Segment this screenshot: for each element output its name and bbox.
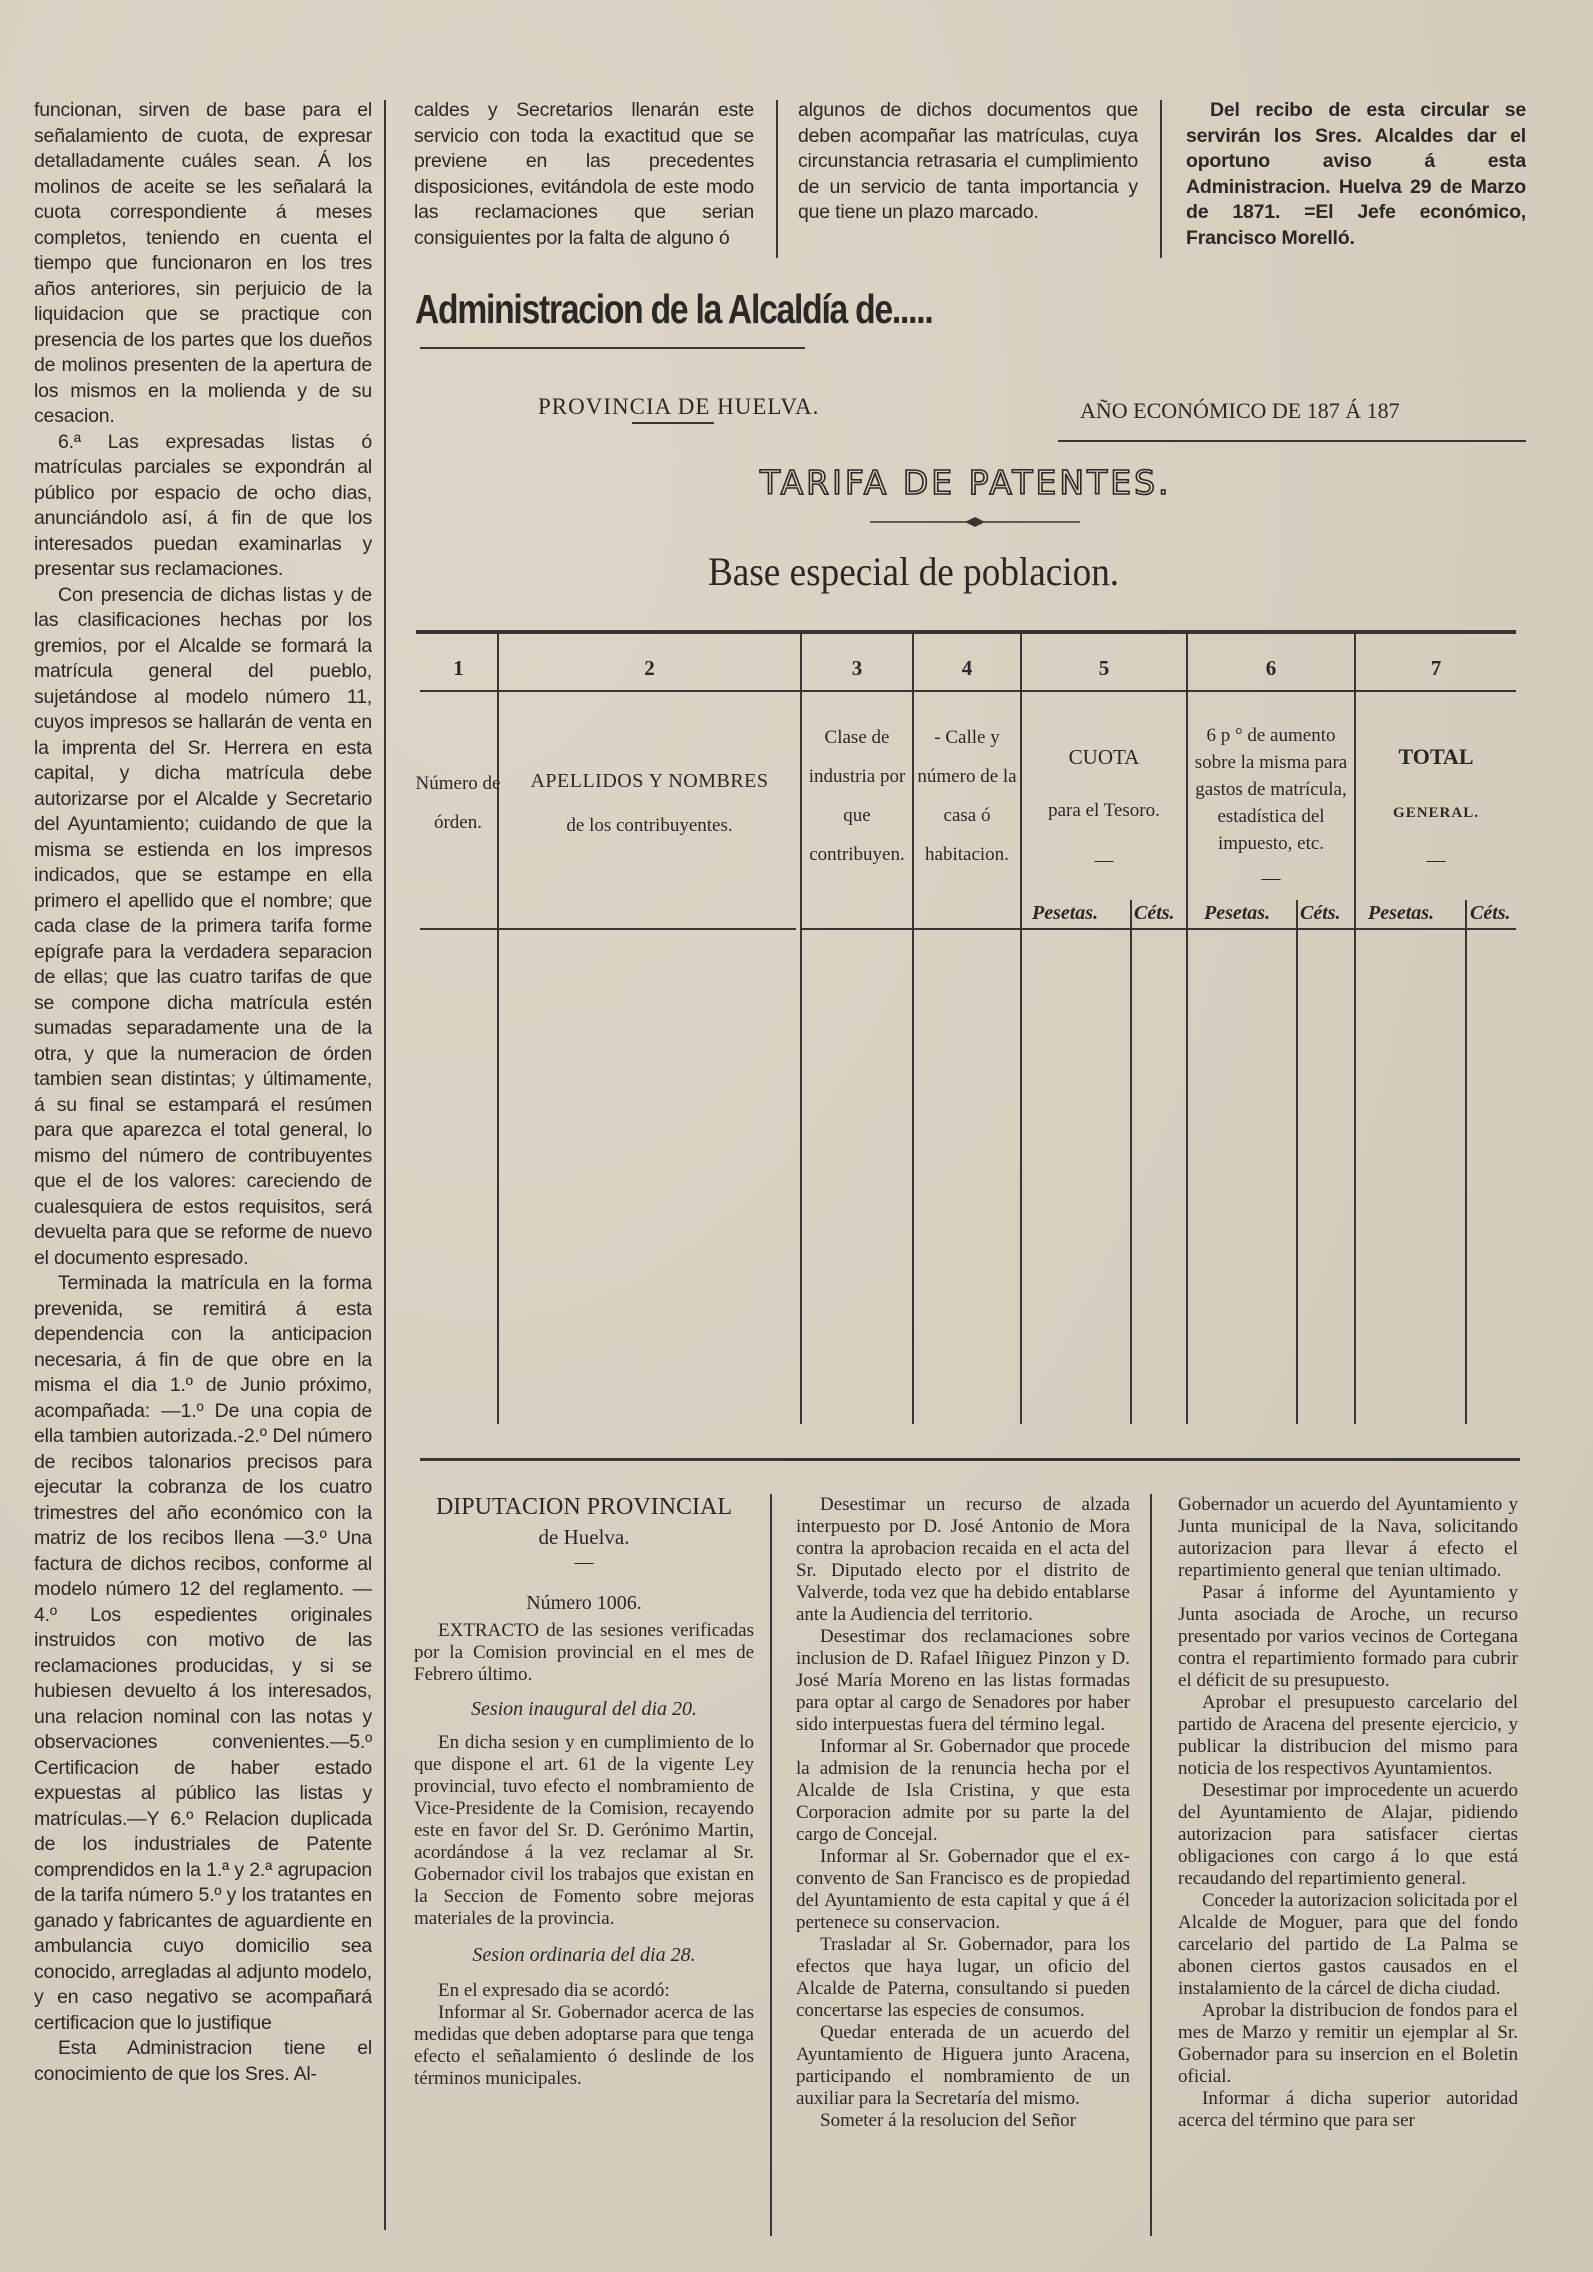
title-underline xyxy=(420,347,805,349)
paragraph: Desestimar por improcedente un acuerdo del Ayuntamiento de Alajar, pidiendo autorizacion para satisfacer ciertas obligaciones con cargo á lo que está recaudando del repartimiento general. xyxy=(1178,1780,1518,1889)
fiscal-year-label: AÑO ECONÓMICO DE 187 Á 187 xyxy=(1080,398,1400,423)
bottom-col-1 xyxy=(414,1492,754,2232)
col-number: 6 xyxy=(1265,656,1277,680)
paragraph: 6.ª Las expresadas listas ó matrículas parciales se expondrán al público por espacio de ocho dias, anunciándolo así, á fin de que los interesados puedan examinarlas y presentar sus reclamaciones. xyxy=(34,430,372,580)
header-calle: - Calle y número de la casa ó habitacion. xyxy=(917,727,1017,865)
paragraph: Terminada la matrícula en la forma prevenida, se remitirá á esta dependencia con la anticipacion necesaria, á fin de que obre en la misma el dia 1.º de Junio próximo, acompañada: —1.º De una copia de ella tambien autorizada.-2.º Del número de recibos talonarios precisos para ejecutar la cobranza de los cuatro trimestres del año económico con la matriz de los recibos llena —3.º Una factura de dichos recibos, conforme al modelo número 12 del reglamento. —4.º Los espedientes originales instruidos con motivo de las reclamaciones producidas, y si se hubiesen devuelto á los interesados, una relacion nominal con las notas y observaciones convenientes.—5.º Certificacion de haber estado expuestas al público las listas y matrículas.—Y 6.º Relacion duplicada de los industriales de Patente comprendidos en la 1.ª y 2.ª agrupacion de la tarifa número 5.º y los tratantes en ganado y fabricantes de aguardiente en ambulancia cuyo domicilio sea conocido, arregladas al adjunto modelo, y en caso negativo se acompañará certificacion que lo justifique xyxy=(34,1272,372,2034)
header-bottom-rule xyxy=(802,928,912,930)
paragraph: En dicha sesion y en cumplimiento de lo que dispone el art. 61 de la vigente Ley provincial, tuvo efecto el nombramiento de Vice-Presidente de la Comision, recayendo este en favor del Sr. D. Gerónimo Martin, acordándose á la vez reclamar al Sr. Gobernador civil los trabajos que existan en la Seccion de Fomento sobre mejoras materiales de la provincia. xyxy=(414,1732,754,1929)
paragraph: Esta Administracion tiene el conocimiento de que los Sres. Al- xyxy=(34,2037,372,2085)
session-ordinaria: Sesion ordinaria del dia 28. xyxy=(472,1944,696,1966)
document-number: Número 1006. xyxy=(526,1592,642,1614)
col-number: 1 xyxy=(453,656,464,680)
column-divider xyxy=(776,100,778,258)
number-row-rule xyxy=(499,690,800,692)
column-top-3 xyxy=(798,98,1138,268)
number-row-rule xyxy=(420,690,497,692)
column-divider xyxy=(770,1494,772,2236)
header-apellidos: APELLIDOS Y NOMBRES xyxy=(530,770,769,792)
header-general: GENERAL. xyxy=(1393,805,1479,821)
table-col-rule xyxy=(1296,900,1298,1424)
header-dash: — xyxy=(1426,850,1446,871)
header-tesoro: para el Tesoro. xyxy=(1048,800,1160,821)
paragraph: Con presencia de dichas listas y de las clasificaciones hechas por los gremios, por el Alcalde se formará la matrícula general del pueblo, sujetándose al modelo número 11, cuyos impresos se hallarán de venta en la imprenta del Sr. Herrera en esta capital, y dicha matrícula debe autorizarse por el Alcalde y Secretario del Ayuntamiento; cuidando de que la misma se estienda en los impresos indicados, que se estampe en ella primero el apellido que el nombre; que cada clase de la primera tarifa forme epígrafe para la verdadera separacion de ellas; que las cuatro tarifas de que se compone dicha matrícula estén sumadas separadamente una de la otra, y que la numeracion de órden tambien sean distintas; y últimamente, á su final se estampará el resúmen para que aparezca el total general, lo mismo del número de contribuyentes que el de los valores: careciendo de cualesquiera de estos requisitos, será devuelta para que se reforme de nuevo el documento espresado. xyxy=(34,583,372,1269)
paragraph: caldes y Secretarios llenarán este servicio con toda la exactitud que se previene en las precedentes disposiciones, evitándola de este modo las reclamaciones que serian consiguientes por la falta de alguno ó xyxy=(414,99,754,249)
unit-pesetas: Pesetas. xyxy=(1032,902,1099,924)
header-bottom-rule xyxy=(1022,928,1516,930)
header-aumento: 6 p ° de aumento sobre la misma para gastos de matrícula, estadística del impuesto, etc. xyxy=(1194,725,1348,854)
number-row-rule xyxy=(1356,690,1516,692)
column-divider xyxy=(1160,100,1162,258)
unit-pesetas: Pesetas. xyxy=(1204,902,1271,924)
fiscal-year-rule xyxy=(1058,440,1526,442)
column-top-4 xyxy=(1186,98,1526,268)
header-cuota: CUOTA xyxy=(1068,745,1140,769)
col-number: 5 xyxy=(1098,656,1110,680)
extract-paragraph: EXTRACTO de las sesiones verificadas por la Comision provincial en el mes de Febrero último. xyxy=(414,1620,754,1685)
bottom-col-2 xyxy=(796,1494,1130,2234)
number-row-rule xyxy=(914,690,1020,692)
number-row-rule xyxy=(1188,690,1354,692)
paragraph: Gobernador un acuerdo del Ayuntamiento y Junta municipal de la Nava, solicitando autorizacion para llevar á efecto el repartimiento general que tenian ultimado. xyxy=(1178,1494,1518,1581)
number-row-rule xyxy=(802,690,912,692)
col-number: 3 xyxy=(851,656,863,680)
paragraph: Desestimar un recurso de alzada interpuesto por D. José Antonio de Mora contra la aprobacion recaida en el acta del Sr. Diputado electo por el distrito de Valverde, toda vez que ha debido entablarse ante la Audiencia del territorio. xyxy=(796,1494,1130,1625)
paragraph: Informar al Sr. Gobernador acerca de las medidas que deben adoptarse para que tenga efecto el señalamiento ó deslinde de los términos municipales. xyxy=(414,2002,754,2089)
bottom-col-3 xyxy=(1178,1494,1518,2234)
unit-cents: Céts. xyxy=(1134,902,1175,924)
province-label: PROVINCIA DE HUELVA. xyxy=(538,394,820,419)
paragraph: Aprobar la distribucion de fondos para el mes de Marzo y remitir un ejemplar al Sr. Gobernador para su insercion en el Boletin oficial. xyxy=(1178,2000,1518,2087)
form-title: Administracion de la Alcaldía de..... xyxy=(415,286,933,332)
header-bottom-rule xyxy=(499,928,796,930)
diputacion-subheading: de Huelva. xyxy=(538,1525,630,1549)
paragraph: funcionan, sirven de base para el señalamiento de cuota, de expresar detalladamente cuáles sean. Á los molinos de aceite se les señalará la cuota correspondiente á meses completos, teniendo en cuenta el tiempo que funcionaron en los tres años anteriores, sin perjuicio de la liquidacion que se practique con presencia de los partes que los dueños de molinos presenten de la apertura de los mismos en la molienda y de su cesacion. xyxy=(34,99,372,427)
column-top-2 xyxy=(414,98,754,268)
table-col-rule xyxy=(912,634,914,1424)
table-bottom-rule xyxy=(420,1458,1520,1461)
paragraph: Informar á dicha superior autoridad acerca del término que para ser xyxy=(1178,2088,1518,2131)
header-bottom-rule xyxy=(914,928,1020,930)
header-bottom-rule xyxy=(420,928,497,930)
paragraph: Trasladar al Sr. Gobernador, para los efectos que haya lugar, un oficio del Alcalde de Paterna, consultando si pueden concertarse las especies de consumos. xyxy=(796,1934,1130,2021)
paragraph: algunos de dichos documentos que deben acompañar las matrículas, cuya circunstancia retrasaria el cumplimiento de un servicio de tanta importancia y que tiene un plazo marcado. xyxy=(798,99,1138,223)
column-divider xyxy=(1150,1494,1152,2236)
table-top-rule xyxy=(416,630,1516,634)
paragraph: Aprobar el presupuesto carcelario del partido de Aracena del presente ejercicio, y publicar la distribucion del mismo para noticia de los respectivos Ayuntamientos. xyxy=(1178,1692,1518,1779)
header-dash: — xyxy=(1261,868,1281,889)
header-contribuyentes: de los contribuyentes. xyxy=(566,815,733,836)
tarifa-heading: TARIFA DE PATENTES. xyxy=(760,463,1172,502)
table-col-rule xyxy=(497,634,499,1424)
header-dash: — xyxy=(1094,850,1114,871)
unit-pesetas: Pesetas. xyxy=(1368,902,1435,924)
session-inaugural: Sesion inaugural del dia 20. xyxy=(470,1698,698,1720)
diputacion-heading: DIPUTACION PROVINCIAL xyxy=(435,1494,733,1520)
paragraph: Pasar á informe del Ayuntamiento y Junta asociada de Aroche, un recurso presentado por varios vecinos de Cortegana contra el repartimiento formado para cubrir el déficit de su presupuesto. xyxy=(1178,1582,1518,1691)
column-divider xyxy=(384,100,386,2230)
base-heading: Base especial de poblacion. xyxy=(708,549,1120,594)
paragraph: Someter á la resolucion del Señor xyxy=(820,2110,1076,2131)
header-total: TOTAL xyxy=(1398,744,1474,769)
unit-cents: Céts. xyxy=(1300,902,1341,924)
ornament-rule xyxy=(870,515,1080,529)
col-number: 2 xyxy=(644,656,655,680)
province-underline xyxy=(632,422,714,424)
heading-dash: — xyxy=(574,1552,594,1573)
col-number: 7 xyxy=(1430,656,1442,680)
col-number: 4 xyxy=(961,656,973,680)
paragraph: En el expresado dia se acordó: xyxy=(438,1980,670,2001)
table-col-rule xyxy=(1465,900,1467,1424)
paragraph: Informar al Sr. Gobernador que procede la admision de la renuncia hecha por el Alcalde de Isla Cristina, y que esta Corporacion admite por su parte la del cargo de Concejal. xyxy=(796,1736,1130,1845)
unit-cents: Céts. xyxy=(1470,902,1511,924)
paragraph: Del recibo de esta circular se servirán los Sres. Alcaldes dar el oportuno aviso á esta Administracion. Huelva 29 de Marzo de 1871. =El Jefe económico, Francisco Morelló. xyxy=(1186,99,1526,249)
paragraph: Informar al Sr. Gobernador que el ex-convento de San Francisco es de propiedad del Ayuntamiento de esta capital y que á él pertenece su conservacion. xyxy=(796,1846,1130,1933)
number-row-rule xyxy=(1022,690,1186,692)
table-col-rule xyxy=(1130,900,1132,1424)
table-col-rule xyxy=(800,634,802,1424)
header-numero: Número de órden. xyxy=(415,773,501,833)
paragraph: Conceder la autorizacion solicitada por el Alcalde de Moguer, para que del fondo carcelario del partido de La Palma se abonen ciertos gastos causados en el instalamiento de la cárcel de dicha ciudad. xyxy=(1178,1890,1518,1999)
paragraph: Quedar enterada de un acuerdo del Ayuntamiento de Higuera junto Aracena, participando el nombramiento de un auxiliar para la Secretaría del mismo. xyxy=(796,2022,1130,2109)
header-clase: Clase de industria por que contribuyen. xyxy=(808,727,906,865)
column-left-text xyxy=(34,98,372,2228)
paragraph: Desestimar dos reclamaciones sobre inclusion de D. Rafael Iñiguez Pinzon y D. José María Moreno en las listas formadas para optar al cargo de Senadores por haber sido interpuestas fuera del término legal. xyxy=(796,1626,1130,1735)
